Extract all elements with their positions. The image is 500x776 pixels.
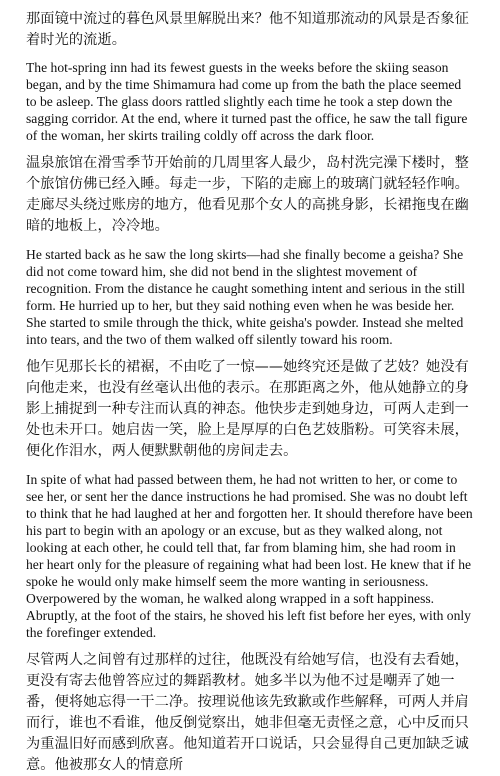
paragraph-en-3: In spite of what had passed between them, he had not written to her, or come to see her, or sent her the dance instructions he had promised. She was no doubt left to think that he had laughed at her and forgotten her. It should therefore have been his part to begin with an apology or an excuse, but as they walked along, not looking at each other, he could tell that, far from blaming him, she had room in her heart only for the pleasure of regaining what had been lost. He knew that if he spoke he would only make himself seem the more wanting in seriousness. Overpowered by the woman, he walked along wrapped in a soft happiness. Abruptly, at the foot of the stairs, he shoved his left fist before her eyes, with only the forefinger extended. xyxy=(26,472,473,640)
paragraph-zh-3: 他乍见那长长的裙裾，不由吃了一惊——她终究还是做了艺妓？她没有向他走来，也没有丝毫认出他的表示。在那距离之外，他从她静立的身影上捕捉到一种专注而认真的神态。他快步走到她身边，可两人走到一处也未开口。她启齿一笑，脸上是厚厚的白色艺妓脂粉。可笑容未展，便化作泪水，两人便默默朝他的房间走去。 xyxy=(26,359,469,459)
paragraph-zh-1: 那面镜中流过的暮色风景里解脱出来？他不知道那流动的风景是否象征着时光的流逝。 xyxy=(26,11,469,48)
paragraph-en-2: He started back as he saw the long skirts—had she finally become a geisha? She did not come toward him, she did not bend in the slightest movement of recognition. From the distance he caught something intent and serious in the still form. He hurried up to her, but they said nothing even when he was beside her. She started to smile through the thick, white geisha's powder. Instead she melted into tears, and the two of them walked off silently toward his room. xyxy=(26,247,466,347)
paragraph-zh-4: 尽管两人之间曾有过那样的过往，他既没有给她写信，也没有去看她，更没有寄去他曾答应过的舞蹈教材。她多半以为他不过是嘲弄了她一番，便将她忘得一干二净。按理说他该先致歉或作些解释，可两人并肩而行，谁也不看谁，他反倒觉察出，她非但毫无责怪之意，心中反而只为重温旧好而感到欣喜。他知道若开口说话，只会显得自己更加缺乏诚意。他被那女人的情意所 xyxy=(26,652,469,773)
paragraph-en-1: The hot-spring inn had its fewest guests in the weeks before the skiing season began, and by the time Shimamura had come up from the bath the place seemed to be asleep. The glass doors rattled slightly each time he took a step down the sagging corridor. At the end, where it turned past the office, he saw the tall figure of the woman, her skirts trailing coldly off across the dark floor. xyxy=(26,60,468,143)
paragraph-zh-2: 温泉旅馆在滑雪季节开始前的几周里客人最少，岛村洗完澡下楼时，整个旅馆仿佛已经入睡。每走一步，下陷的走廊上的玻璃门就轻轻作响。走廊尽头绕过账房的地方，他看见那个女人的高挑身影，长裙拖曳在幽暗的地板上，冷冷地。 xyxy=(26,155,469,234)
